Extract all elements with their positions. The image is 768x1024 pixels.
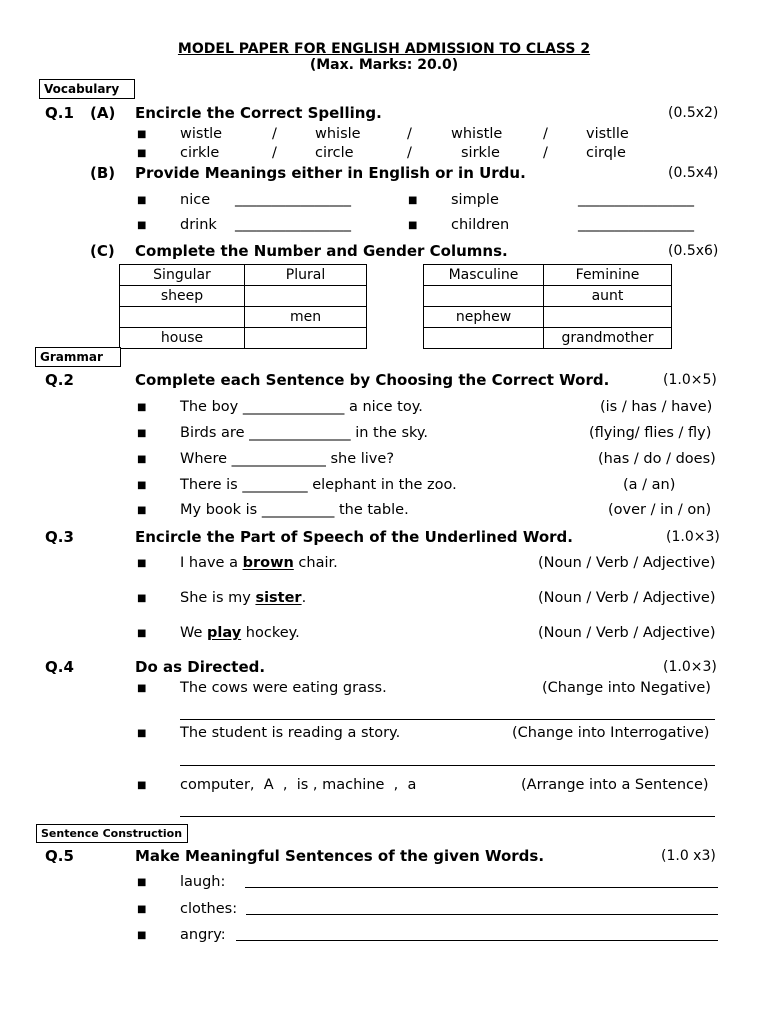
part-of-speech-sentence: She is my sister.	[180, 590, 307, 606]
q1b-marks: (0.5x4)	[668, 165, 719, 181]
bullet-icon: ■	[408, 220, 418, 231]
bullet-icon: ■	[137, 480, 147, 491]
directed-sentence: computer, A , is , machine , a	[180, 777, 417, 793]
spelling-option[interactable]: sirkle	[461, 145, 500, 161]
section-vocabulary: Vocabulary	[39, 79, 135, 99]
table-cell-blank[interactable]	[245, 328, 367, 349]
bullet-icon: ■	[137, 593, 147, 604]
fill-in-sentence: Where _____________ she live?	[180, 451, 395, 467]
underlined-word: brown	[242, 555, 294, 571]
q1a-marks: (0.5x2)	[668, 105, 719, 121]
answer-blank[interactable]: ________________	[578, 191, 694, 207]
part-label-a: (A)	[90, 104, 116, 122]
answer-line[interactable]	[245, 887, 718, 888]
bullet-icon: ■	[137, 558, 147, 569]
bullet-icon: ■	[137, 728, 147, 739]
spelling-option[interactable]: whistle	[451, 126, 503, 142]
q2-marks: (1.0×5)	[663, 372, 717, 388]
part-of-speech-options[interactable]: (Noun / Verb / Adjective)	[538, 590, 716, 606]
table-cell: men	[245, 307, 367, 328]
word-options[interactable]: (a / an)	[623, 477, 676, 493]
part-label-b: (B)	[90, 164, 116, 182]
q1c-marks: (0.5x6)	[668, 243, 719, 259]
directed-instruction: (Arrange into a Sentence)	[521, 777, 709, 793]
table-header: Feminine	[544, 265, 672, 286]
directed-instruction: (Change into Negative)	[542, 680, 711, 696]
q3-heading: Encircle the Part of Speech of the Underlined Word.	[135, 528, 573, 546]
part-of-speech-options[interactable]: (Noun / Verb / Adjective)	[538, 625, 716, 641]
table-cell: aunt	[544, 286, 672, 307]
bullet-icon: ■	[408, 195, 418, 206]
q3-marks: (1.0×3)	[666, 529, 720, 545]
spelling-option[interactable]: cirkle	[180, 145, 220, 161]
underlined-word: sister	[255, 590, 302, 606]
bullet-icon: ■	[137, 129, 147, 140]
question-number-1: Q.1	[45, 104, 74, 122]
sentence-word: angry:	[180, 927, 226, 943]
separator: /	[272, 145, 277, 161]
part-of-speech-options[interactable]: (Noun / Verb / Adjective)	[538, 555, 716, 571]
question-number-4: Q.4	[45, 658, 74, 676]
part-label-c: (C)	[90, 242, 115, 260]
part-of-speech-sentence: I have a brown chair.	[180, 555, 338, 571]
answer-line[interactable]	[180, 719, 715, 720]
table-cell-blank[interactable]	[544, 307, 672, 328]
q4-heading: Do as Directed.	[135, 658, 266, 676]
bullet-icon: ■	[137, 505, 147, 516]
directed-instruction: (Change into Interrogative)	[512, 725, 710, 741]
word-options[interactable]: (flying/ flies / fly)	[589, 425, 712, 441]
word-options[interactable]: (is / has / have)	[600, 399, 713, 415]
bullet-icon: ■	[137, 148, 147, 159]
table-cell-blank[interactable]	[245, 286, 367, 307]
number-table	[119, 264, 367, 349]
separator: /	[407, 126, 412, 142]
bullet-icon: ■	[137, 195, 147, 206]
table-cell: house	[120, 328, 245, 349]
bullet-icon: ■	[137, 877, 147, 888]
separator: /	[407, 145, 412, 161]
table-header: Singular	[120, 265, 245, 286]
word-options[interactable]: (has / do / does)	[598, 451, 716, 467]
question-number-2: Q.2	[45, 371, 74, 389]
answer-line[interactable]	[236, 940, 718, 941]
bullet-icon: ■	[137, 628, 147, 639]
gender-table	[423, 264, 672, 349]
q2-heading: Complete each Sentence by Choosing the Correct Word.	[135, 371, 610, 389]
table-cell-blank[interactable]	[120, 307, 245, 328]
answer-line[interactable]	[180, 765, 715, 766]
separator: /	[272, 126, 277, 142]
bullet-icon: ■	[137, 402, 147, 413]
bullet-icon: ■	[137, 428, 147, 439]
word-options[interactable]: (over / in / on)	[608, 502, 712, 518]
table-cell-blank[interactable]	[424, 328, 544, 349]
fill-in-sentence: My book is __________ the table.	[180, 502, 409, 518]
underlined-word: play	[207, 625, 242, 641]
section-grammar: Grammar	[35, 347, 121, 367]
table-header: Masculine	[424, 265, 544, 286]
q1b-heading: Provide Meanings either in English or in Urdu.	[135, 164, 526, 182]
spelling-option[interactable]: wistle	[180, 126, 223, 142]
bullet-icon: ■	[137, 683, 147, 694]
bullet-icon: ■	[137, 930, 147, 941]
table-cell: grandmother	[544, 328, 672, 349]
q5-heading: Make Meaningful Sentences of the given Words.	[135, 847, 545, 865]
q1a-heading: Encircle the Correct Spelling.	[135, 104, 382, 122]
question-number-3: Q.3	[45, 528, 74, 546]
answer-blank[interactable]: ________________	[578, 216, 694, 232]
page-subtitle: (Max. Marks: 20.0)	[309, 57, 459, 73]
meaning-word: children	[451, 217, 510, 233]
spelling-option[interactable]: vistlle	[586, 126, 629, 142]
bullet-icon: ■	[137, 454, 147, 465]
page-title: MODEL PAPER FOR ENGLISH ADMISSION TO CLASS 2	[177, 41, 591, 57]
question-number-5: Q.5	[45, 847, 74, 865]
table-header: Plural	[245, 265, 367, 286]
answer-line[interactable]	[180, 816, 715, 817]
separator: /	[543, 145, 548, 161]
fill-in-sentence: The boy ______________ a nice toy.	[180, 399, 423, 415]
meaning-word: simple	[451, 192, 499, 208]
directed-sentence: The cows were eating grass.	[180, 680, 387, 696]
answer-blank[interactable]: ________________	[235, 191, 351, 207]
sentence-word: laugh:	[180, 874, 226, 890]
bullet-icon: ■	[137, 904, 147, 915]
meaning-word: nice	[180, 192, 211, 208]
spelling-option[interactable]: circle	[315, 145, 354, 161]
spelling-option[interactable]: cirqle	[586, 145, 626, 161]
table-cell: sheep	[120, 286, 245, 307]
q4-marks: (1.0×3)	[663, 659, 717, 675]
fill-in-sentence: There is _________ elephant in the zoo.	[180, 477, 457, 493]
part-of-speech-sentence: We play hockey.	[180, 625, 300, 641]
table-cell: nephew	[424, 307, 544, 328]
fill-in-sentence: Birds are ______________ in the sky.	[180, 425, 429, 441]
separator: /	[543, 126, 548, 142]
q5-marks: (1.0 x3)	[661, 848, 716, 864]
sentence-word: clothes:	[180, 901, 238, 917]
directed-sentence: The student is reading a story.	[180, 725, 401, 741]
q1c-heading: Complete the Number and Gender Columns.	[135, 242, 508, 260]
bullet-icon: ■	[137, 220, 147, 231]
answer-blank[interactable]: ________________	[235, 216, 351, 232]
spelling-option[interactable]: whisle	[315, 126, 361, 142]
answer-line[interactable]	[246, 914, 718, 915]
table-cell-blank[interactable]	[424, 286, 544, 307]
bullet-icon: ■	[137, 780, 147, 791]
meaning-word: drink	[180, 217, 217, 233]
section-sentence-construction: Sentence Construction	[36, 824, 188, 843]
